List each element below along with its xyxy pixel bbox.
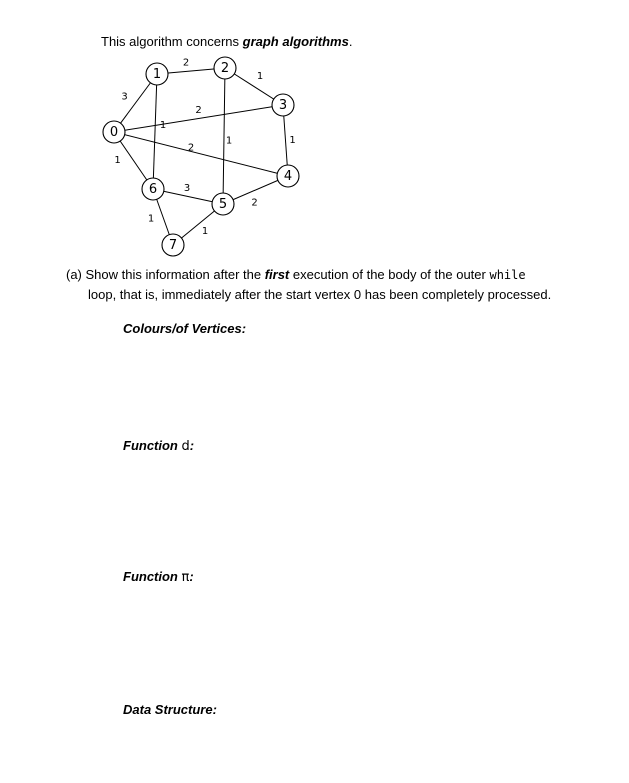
node-label-5: 5	[218, 197, 228, 212]
function-pi-colon: :	[189, 569, 194, 584]
node-2	[214, 57, 236, 79]
node-label-7: 7	[168, 238, 178, 253]
node-1	[146, 63, 168, 85]
question-a	[66, 265, 566, 304]
function-d-symbol: d	[181, 439, 190, 454]
intro-prefix: This algorithm concerns	[101, 34, 243, 49]
node-7	[162, 234, 184, 256]
question-vertex: 0	[353, 287, 362, 302]
node-0	[103, 121, 125, 143]
edge-weight-0-6: 1	[114, 155, 121, 166]
question-number: (a)	[66, 267, 82, 282]
node-label-6: 6	[148, 182, 158, 197]
edge-weight-6-7: 1	[147, 213, 155, 225]
edge-weight-1-6: 1	[159, 120, 167, 131]
function-pi-prefix: Function	[123, 569, 182, 584]
function-d-prefix: Function	[123, 438, 182, 453]
edge-weight-1-2: 2	[182, 57, 190, 69]
node-label-0: 0	[109, 125, 119, 140]
question-keyword: while	[489, 268, 526, 282]
question-emphasis: first	[264, 267, 290, 282]
edge-weight-0-1: 3	[121, 91, 128, 103]
question-line-2	[66, 285, 566, 304]
edge-weight-2-3: 1	[256, 71, 264, 82]
node-3	[272, 94, 294, 116]
question-line2a: loop, that is, immediately after the start vertex	[88, 287, 354, 302]
edge-1-6	[153, 74, 157, 189]
section-function-pi	[123, 569, 194, 585]
node-5	[212, 193, 234, 215]
function-d-colon: :	[189, 438, 195, 453]
edge-weight-0-3: 2	[195, 105, 202, 116]
node-label-3: 3	[278, 98, 288, 113]
node-6	[142, 178, 164, 200]
node-label-2: 2	[220, 61, 230, 76]
question-line2b: has been completely processed.	[361, 287, 552, 302]
edge-2-5	[223, 68, 225, 204]
function-pi-symbol: π	[181, 570, 190, 585]
question-text-1: Show this information after the	[81, 267, 265, 282]
graph-diagram	[0, 0, 629, 270]
node-label-1: 1	[152, 67, 162, 82]
node-4	[277, 165, 299, 187]
question-text-2: execution of the body of the outer	[289, 267, 490, 282]
section-colours: Colours/of Vertices:	[123, 321, 247, 336]
section-data-structure: Data Structure:	[123, 702, 217, 717]
edge-weight-3-4: 1	[289, 135, 296, 146]
intro-topic: graph algorithms	[242, 34, 349, 49]
node-label-4: 4	[283, 169, 293, 184]
edge-weight-6-5: 3	[183, 183, 191, 194]
edge-weight-0-4: 2	[187, 142, 195, 154]
edge-weight-5-4: 2	[251, 197, 258, 209]
edge-weight-2-5: 1	[225, 135, 233, 147]
intro-suffix: .	[348, 34, 353, 49]
edge-weight-7-5: 1	[201, 226, 209, 237]
section-function-d	[123, 438, 194, 454]
